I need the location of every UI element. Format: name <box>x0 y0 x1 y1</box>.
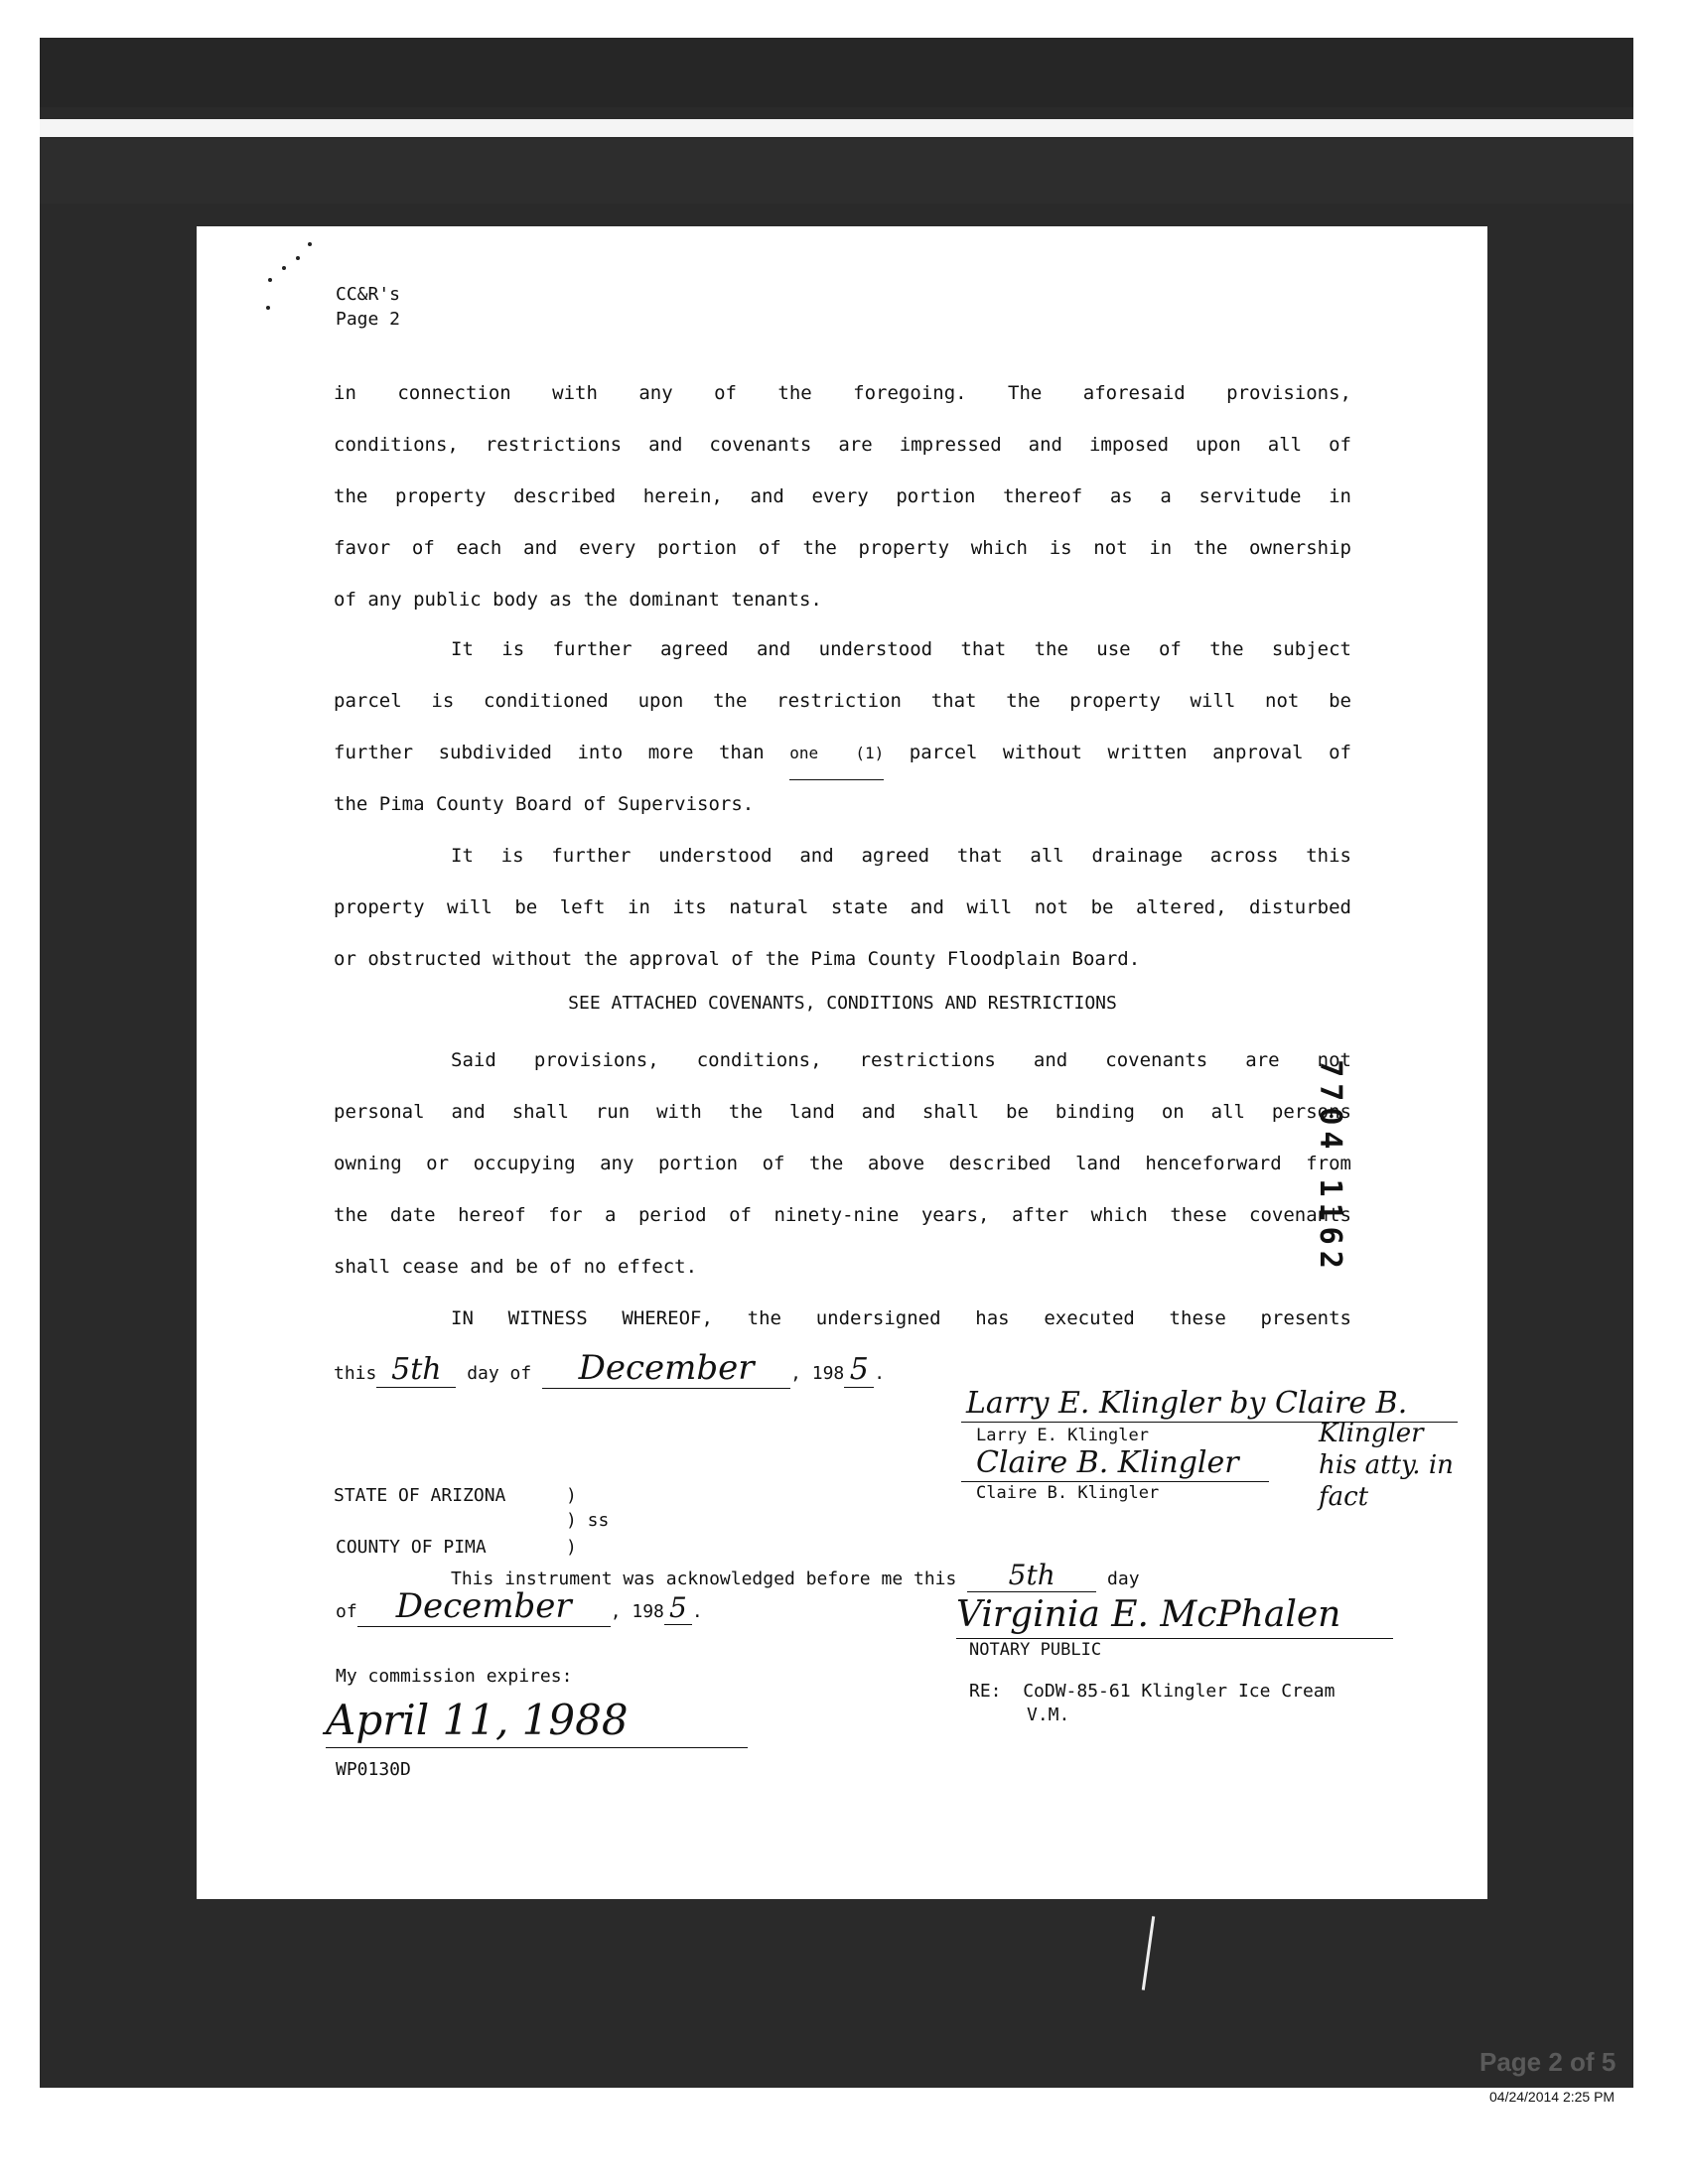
ack-year-digit: 5 <box>664 1591 692 1625</box>
ack-year-prefix: , 198 <box>610 1601 664 1622</box>
year-prefix: , 198 <box>790 1363 845 1384</box>
attorney-in-fact-note: Klingler his atty. in fact <box>1319 1419 1454 1512</box>
signature-claire-klingler: Claire B. Klingler <box>976 1445 1239 1480</box>
speck-mark <box>266 306 270 310</box>
re-line-1: CoDW-85-61 Klingler Ice Cream <box>1023 1681 1336 1702</box>
text-line: the Pima County Board of Supervisors. <box>334 793 755 815</box>
speck-mark <box>296 256 300 260</box>
ack-month-handwritten: December <box>357 1586 611 1627</box>
document-code: WP0130D <box>336 1759 411 1780</box>
this-label: this <box>334 1363 377 1384</box>
notary-public-label: NOTARY PUBLIC <box>969 1640 1102 1660</box>
acknowledgment-text: This instrument was acknowledged before me this <box>451 1569 957 1589</box>
text-line: of any public body as the dominant tenants. <box>334 589 822 611</box>
document-header <box>336 282 400 332</box>
re-line-2: V.M. <box>1027 1705 1070 1725</box>
recording-number: 7704 1162 <box>1313 1059 1348 1275</box>
text-line: IN WITNESS WHEREOF, the undersigned has executed these presents <box>451 1307 1351 1329</box>
notary-signature: Virginia E. McPhalen <box>956 1594 1341 1635</box>
header-page: Page 2 <box>336 309 401 330</box>
text-line: owning or occupying any portion of the above described land henceforward from <box>334 1153 1351 1174</box>
scan-mid-band <box>40 139 1633 204</box>
text-line <box>334 727 1351 778</box>
text-line: in connection with any of the foregoing. The aforesaid provisions, <box>334 382 1351 404</box>
scan-white-stripe <box>40 119 1633 137</box>
signature-line <box>956 1638 1393 1639</box>
text-line: conditions, restrictions and covenants are impressed and imposed upon all of <box>334 434 1351 456</box>
paragraph-duration <box>334 1034 1351 1293</box>
text-line: the date hereof for a period of ninety-nine years, after which these covenants <box>334 1204 1351 1226</box>
printed-name-larry: Larry E. Klingler <box>976 1426 1149 1445</box>
paragraph-drainage <box>334 830 1351 985</box>
parcel-count-fill: one (1) <box>789 728 884 780</box>
text-line: property will be left in its natural state and will not be altered, disturbed <box>334 896 1351 918</box>
witness-date-line <box>334 1348 885 1389</box>
day-of-label: day of <box>467 1363 532 1384</box>
re-label: RE: <box>969 1681 1002 1702</box>
witness-paragraph <box>334 1293 1351 1344</box>
text-line: or obstructed without the approval of the Pima County Floodplain Board. <box>334 948 1141 970</box>
text-fragment: parcel without written anproval of <box>909 742 1351 763</box>
commission-date-handwritten: April 11, 1988 <box>326 1696 629 1744</box>
paragraph-subdivision <box>334 623 1351 830</box>
attached-covenants-heading: SEE ATTACHED COVENANTS, CONDITIONS AND RESTRICTIONS <box>568 993 1117 1014</box>
document-page <box>197 226 1487 1899</box>
state-label: STATE OF ARIZONA <box>334 1485 506 1506</box>
header-title: CC&R's <box>336 284 401 305</box>
text-line: shall cease and be of no effect. <box>334 1256 698 1278</box>
re-block <box>969 1680 1335 1727</box>
witness-year-digit: 5 <box>844 1352 874 1388</box>
text-line: the property described herein, and every portion thereof as a servitude in <box>334 485 1351 507</box>
speck-mark <box>268 278 272 282</box>
text-line: parcel is conditioned upon the restriction that the property will not be <box>334 690 1351 712</box>
speck-mark <box>282 266 286 270</box>
ss-label: ) ss <box>566 1510 610 1531</box>
ack-period: . <box>691 1601 703 1622</box>
print-timestamp: 04/24/2014 2:25 PM <box>1489 2089 1616 2105</box>
text-line: It is further understood and agreed that all drainage across this <box>451 845 1351 867</box>
witness-month-handwritten: December <box>542 1348 790 1389</box>
text-line: Said provisions, conditions, restrictions and covenants are not <box>451 1049 1351 1071</box>
county-label: COUNTY OF PIMA <box>336 1537 487 1558</box>
commission-line <box>326 1747 748 1748</box>
witness-period: . <box>874 1363 886 1384</box>
day-label: day <box>1107 1569 1140 1589</box>
acknowledgment-date-line <box>336 1586 703 1627</box>
printed-name-claire: Claire B. Klingler <box>976 1483 1160 1503</box>
witness-day-handwritten: 5th <box>376 1352 456 1388</box>
of-label: of <box>336 1601 357 1622</box>
text-line: personal and shall run with the land and shall be binding on all persons <box>334 1101 1351 1123</box>
page-indicator: Page 2 of 5 <box>1479 2047 1617 2077</box>
signature-larry-klingler: Larry E. Klingler by Claire B. <box>966 1386 1408 1421</box>
bracket-mark: ) <box>566 1537 577 1558</box>
text-line: favor of each and every portion of the property which is not in the ownership <box>334 537 1351 559</box>
text-fragment: further subdivided into more than <box>334 742 765 763</box>
signature-line <box>961 1481 1269 1482</box>
scan-top-band <box>40 38 1633 107</box>
paragraph-foregoing <box>334 367 1351 625</box>
text-line: It is further agreed and understood that the use of the subject <box>451 638 1351 660</box>
speck-mark <box>308 242 312 246</box>
bracket-mark: ) <box>566 1485 577 1506</box>
commission-label: My commission expires: <box>336 1666 573 1687</box>
ack-day-handwritten: 5th <box>967 1559 1096 1592</box>
